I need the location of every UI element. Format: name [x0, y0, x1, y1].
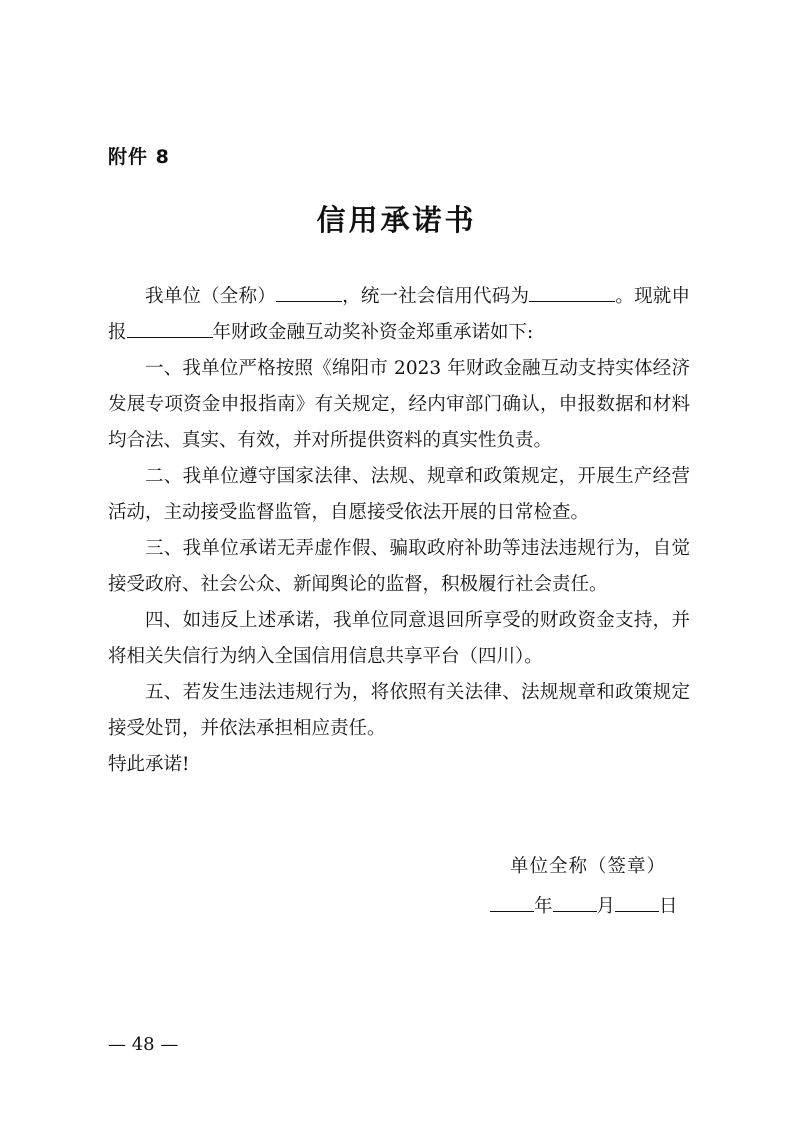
intro-text-2: ，统一社会信用代码为	[341, 286, 530, 307]
closing-statement: 特此承诺!	[108, 754, 190, 775]
year-blank	[127, 319, 213, 338]
document-title: 信用承诺书	[316, 203, 477, 237]
intro-paragraph	[108, 279, 690, 351]
attachment-label: 附件 8	[108, 146, 170, 168]
page-number: — 48 —	[108, 1034, 179, 1055]
unit-name-blank	[276, 283, 342, 302]
month-label: 月	[596, 896, 616, 917]
year-label: 年	[534, 896, 553, 917]
commitment-paragraph-1: 一、我单位严格按照《绵阳市 2023 年财政金融互动支持实体经济发展专项资金申报指南》有关规定，经内审部门确认，申报数据和材料均合法、真实、有效，并对所提供资料的真实性负责。	[108, 358, 690, 451]
credit-code-blank	[529, 283, 615, 302]
intro-text-4: 现就申报	[108, 286, 690, 343]
intro-text-3: 。	[615, 286, 635, 307]
commitment-paragraph-3: 三、我单位承诺无弄虚作假、骗取政府补助等违法违规行为，自觉接受政府、社会公众、新闻舆论的监督，积极履行社会责任。	[108, 538, 690, 595]
day-label: 日	[659, 896, 678, 917]
commitment-paragraph-4: 四、如违反上述承诺，我单位同意退回所享受的财政资金支持，并将相关失信行为纳入全国信用信息共享平台（四川）。	[108, 610, 690, 667]
month-field-blank	[553, 893, 597, 912]
signature-date	[490, 892, 678, 918]
day-field-blank	[615, 893, 659, 912]
year-field-blank	[490, 893, 534, 912]
commitment-paragraph-5: 五、若发生违法违规行为，将依照有关法律、法规规章和政策规定接受处罚，并依法承担相应责任。	[108, 682, 690, 739]
signature-label: 单位全称（签章）	[510, 856, 667, 877]
intro-text-5: 年财政金融互动奖补资金郑重承诺如下:	[212, 322, 534, 343]
document-body	[108, 279, 690, 783]
commitment-paragraph-2: 二、我单位遵守国家法律、法规、规章和政策规定，开展生产经营活动，主动接受监督监管，自愿接受依法开展的日常检查。	[108, 466, 690, 523]
intro-text-1: 我单位（全称）	[145, 286, 276, 307]
